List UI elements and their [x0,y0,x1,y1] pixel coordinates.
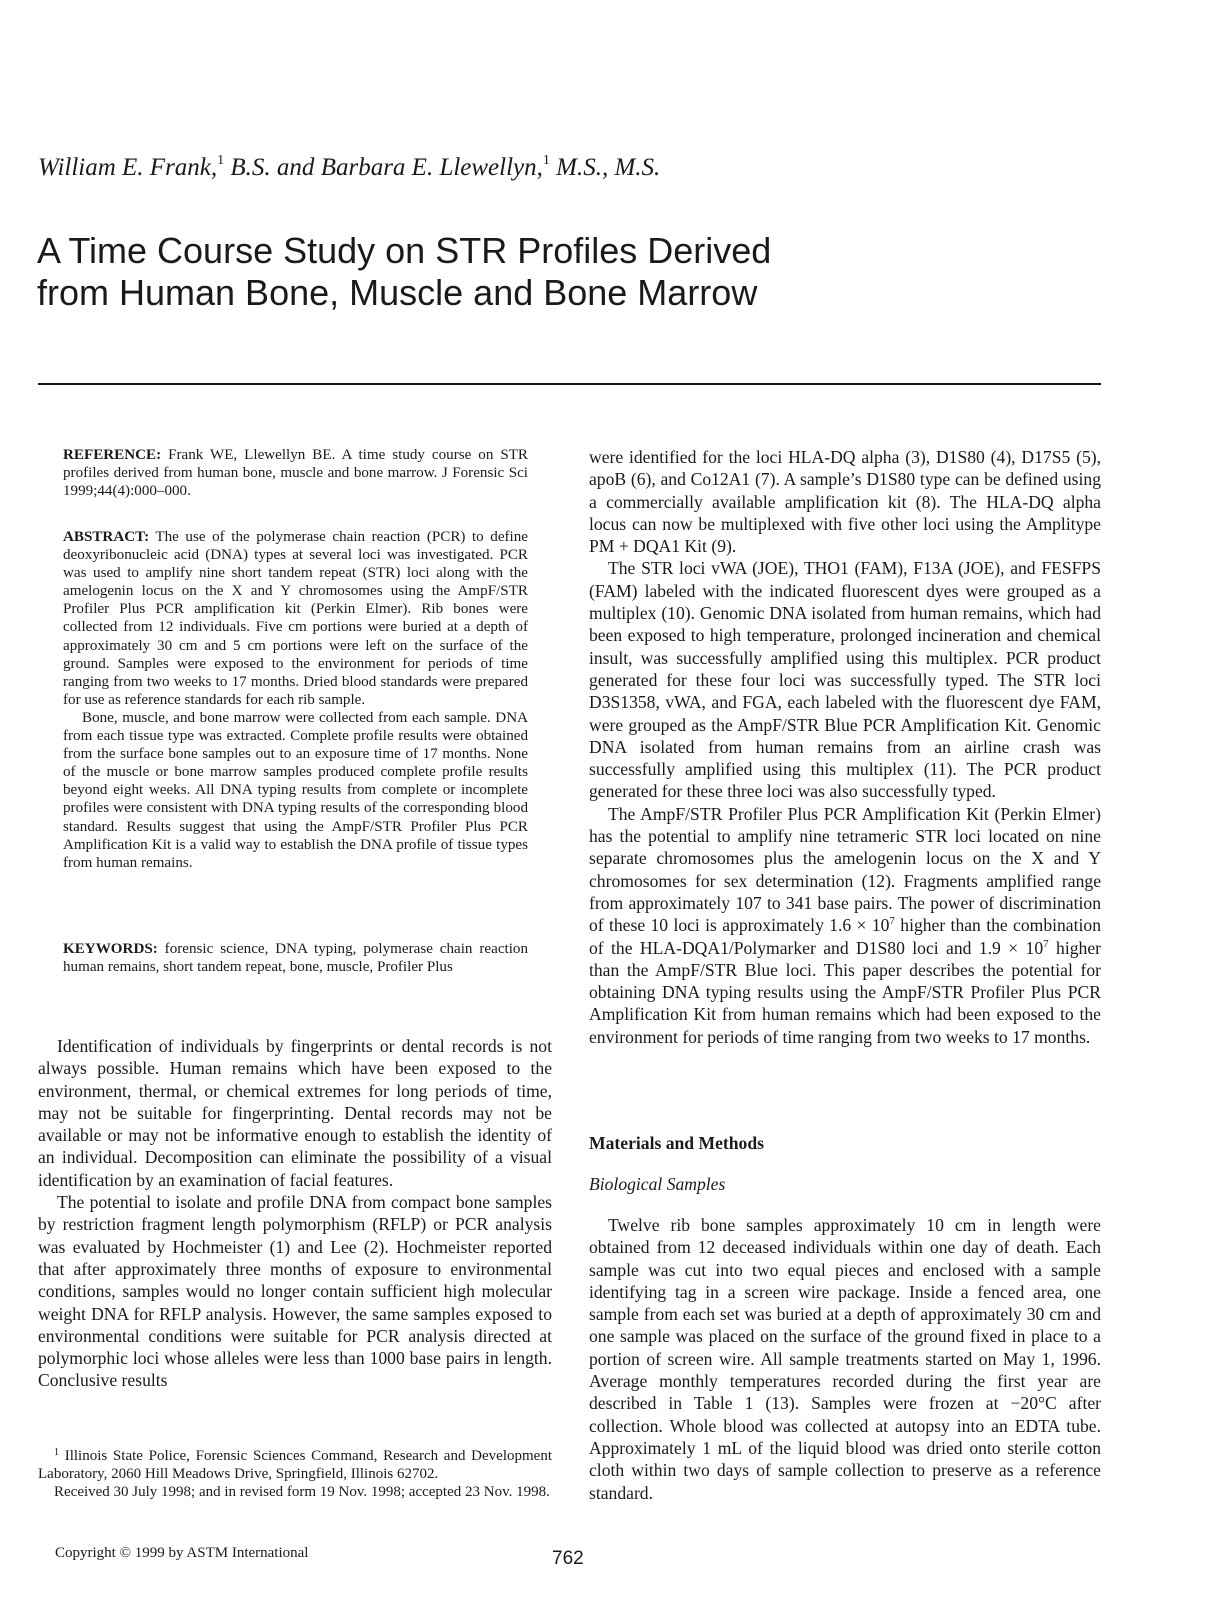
abstract-block [63,528,528,872]
abstract-paragraph-2: Bone, muscle, and bone marrow were collected from each sample. DNA from each tissue type was extracted. Complete profile results were obtained from the surface bone samples out to an exposure time of 17 months. None of the muscle or bone marrow samples produced complete profile results beyond eight weeks. All DNA typing results from complete or incomplete profiles were consistent with DNA typing results of the corresponding blood standard. Results suggest that using the AmpF/STR Profiler Plus PCR Amplification Kit is a valid way to establish the DNA profile of tissue types from human remains. [63,709,528,871]
footnote-affiliation: Illinois State Police, Forensic Sciences Command, Research and Development Laboratory, 2060 Hill Meadows Drive, Springfield, Illinois 62702. [38,1448,552,1482]
keywords-block [63,940,528,976]
title-line-1: A Time Course Study on STR Profiles Derived [37,230,772,271]
body-paragraph: The potential to isolate and profile DNA from compact bone samples by restriction fragment length polymorphism (RFLP) or PCR analysis was evaluated by Hochmeister (1) and Lee (2). Hochmeister reported that after approximately three months of exposure to environmental conditions, samples would no longer contain sufficient high molecular weight DNA for RFLP analysis. However, the same samples exposed to environmental conditions were suitable for PCR analysis directed at polymorphic loci whose alleles were less than 1000 base pairs in length. Conclusive results [38,1192,552,1391]
paper-title [37,230,1037,314]
footnote-mark: 1 [54,1447,59,1458]
author-1: William E. Frank, [38,154,218,181]
copyright: Copyright © 1999 by ASTM International [55,1545,309,1561]
body-paragraph: were identified for the loci HLA-DQ alpha (3), D1S80 (4), D17S5 (5), apoB (6), and Co12A1 (7). A sample’s D1S80 type can be defined using a commercially available amplification kit (8). The HLA-DQ alpha locus can now be multiplexed with five other loci using the Amplitype PM + DQA1 Kit (9). [589,447,1101,557]
footnotes [38,1447,552,1501]
body-paragraph: Identification of individuals by fingerprints or dental records is not always possible. Human remains which have been exposed to the environment, thermal, or chemical extremes for long periods of time, may not be suitable for fingerprinting. Dental records may not be available or may not be informative enough to establish the identity of an individual. Decomposition can eliminate the possibility of a visual identification by an examination of facial features. [38,1036,552,1190]
section-heading-methods: Materials and Methods [589,1133,764,1153]
subsection-heading-biological-samples: Biological Samples [589,1174,726,1194]
title-divider [38,383,1101,385]
keywords-text: forensic science, DNA typing, polymerase chain reaction human remains, short tandem repeat, bone, muscle, Profiler Plus [63,941,528,976]
exponent: 7 [889,915,895,928]
abstract-paragraph-1: The use of the polymerase chain reaction (PCR) to define deoxyribonucleic acid (DNA) types at several loci was investigated. PCR was used to amplify nine short tandem repeat (STR) loci along with the amelogenin locus on the X and Y chromosomes using the AmpF/STR Profiler Plus PCR amplification kit (Perkin Elmer). Rib bones were collected from 12 individuals. Five cm portions were buried at a depth of approximately 30 cm and 5 cm portions were left on the surface of the ground. Samples were exposed to the environment for periods of time ranging from two weeks to 17 months. Dried blood standards were prepared for use as reference standards for each rib sample. [63,529,528,708]
page-number: 762 [552,1548,584,1569]
reference-label: REFERENCE: [63,447,162,463]
author-1-affiliation: 1 [217,153,225,168]
author-2: Barbara E. Llewellyn, [320,154,543,181]
footnote-received: Received 30 July 1998; and in revised form 19 Nov. 1998; accepted 23 Nov. 1998. [54,1484,550,1500]
reference-text: Frank WE, Llewellyn BE. A time study course on STR profiles derived from human bone, muscle and bone marrow. J Forensic Sci 1999;44(4):000–000. [63,447,528,500]
body-text-run: higher than the AmpF/STR Blue loci. This paper describes the potential for obtaining DNA typing results using the AmpF/STR Profiler Plus PCR Amplification Kit from human remains which had been exposed to the environment for periods of time ranging from two weeks to 17 months. [589,937,1101,1047]
keywords-label: KEYWORDS: [63,941,158,957]
body-text-run: higher than the combination of the HLA-DQA1/Polymarker and D1S80 loci and 1.9 × 10 [589,915,1101,958]
body-paragraph: The STR loci vWA (JOE), THO1 (FAM), F13A (JOE), and FESFPS (FAM) labeled with the indicated fluorescent dyes were grouped as a multiplex (10). Genomic DNA isolated from human remains, which had been exposed to high temperature, prolonged incineration and chemical insult, was successfully amplified using this multiplex. PCR product generated for these four loci was successfully typed. The STR loci D3S1358, vWA, and FGA, each labeled with the fluorescent dye FAM, were grouped as the AmpF/STR Blue PCR Amplification Kit. Genomic DNA isolated from human remains from an airline crash was successfully amplified using this multiplex (11). The PCR product generated for these three loci was also successfully typed. [589,558,1101,802]
body-paragraph: Twelve rib bone samples approximately 10 cm in length were obtained from 12 deceased individuals within one day of death. Each sample was cut into two equal pieces and enclosed with a sample identifying tag in a screen wire package. Inside a fenced area, one sample from each set was buried at a depth of approximately 30 cm and one sample was placed on the surface of the ground fixed in place to a portion of screen wire. All sample treatments started on May 1, 1996. Average monthly temperatures recorded during the first year are described in Table 1 (13). Samples were frozen at −20°C after collection. Whole blood was collected at autopsy into an EDTA tube. Approximately 1 mL of the liquid blood was dried onto sterile cotton cloth within two days of sample collection to preserve as a reference standard. [589,1215,1101,1503]
author-line [38,154,660,182]
body-right-column [589,446,1101,1048]
abstract-label: ABSTRACT: [63,529,150,545]
author-1-degree: B.S. and [224,154,321,181]
body-text-run: The AmpF/STR Profiler Plus PCR Amplification Kit (Perkin Elmer) has the potential to amplify nine tetrameric STR loci located on nine separate chromosomes plus the amelogenin locus on the X and Y chromosomes for sex determination (12). Fragments amplified range from approximately 107 to 341 base pairs. The power of discrimination of these 10 loci is approximately 1.6 × 10 [589,803,1101,936]
body-paragraph [589,803,1101,1048]
author-2-degree: M.S., M.S. [549,154,661,181]
author-2-affiliation: 1 [542,153,550,168]
exponent: 7 [1043,937,1049,950]
title-line-2: from Human Bone, Muscle and Bone Marrow [37,272,758,313]
reference-block [63,446,528,500]
body-right-column-methods [589,1214,1101,1504]
body-left-column [38,1035,552,1392]
